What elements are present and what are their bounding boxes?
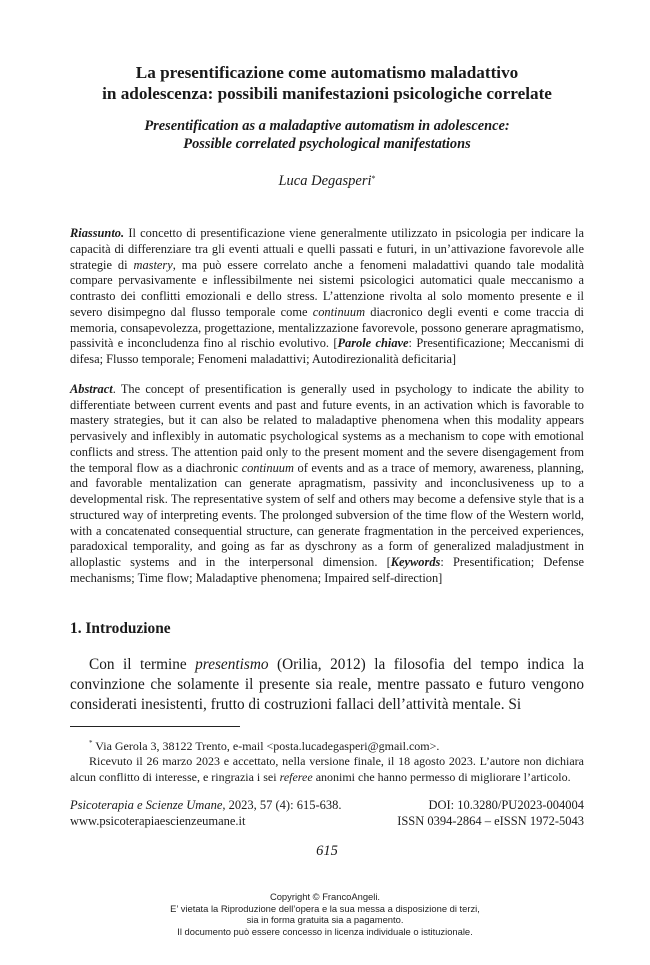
riassunto-paragraph	[70, 226, 584, 368]
footnote-divider	[70, 726, 240, 727]
article-title	[70, 62, 584, 104]
copyright-line-1: Copyright © FrancoAngeli.	[269, 891, 381, 902]
footnote-received-text-2: anonimi che hanno permesso di migliorare l’articolo.	[312, 769, 571, 784]
title-line-2: in adolescenza: possibili manifestazioni psicologiche correlate	[102, 84, 552, 103]
title-line-1: La presentificazione come automatismo maladattivo	[135, 63, 519, 82]
riassunto-text-2: , ma può essere correlato anche a fenomeni maladattivi quando tale modalità compare pervasivamente e inflessibilmente nei sistemi psicologici automatici quale meccanismo a contrasto dei conflitti emozionali e dello stress. L’attenzione rivolta al solo momento presente e il severo disimpegno dal flusso temporale come	[70, 257, 584, 319]
intro-text-2: (Orilia, 2012) la filosofia del tempo indica la convinzione che solamente il presente sia reale, mentre passato e futuro vengono considerati inesistenti, frutto di costruzioni fallaci dell’attività mentale. Si	[70, 655, 584, 713]
journal-citation-rest: , 2023, 57 (4): 615-638.	[222, 798, 342, 812]
article-subtitle	[70, 117, 584, 153]
copyright-line-2: E’ vietata la Riproduzione dell’opera e la sua messa a disposizione di terzi,	[170, 902, 480, 914]
intro-text-1: Con il termine	[89, 655, 196, 673]
footnote-received-text-1: Ricevuto il 26 marzo 2023 e accettato, nella versione finale, il 18 agosto 2023. L’autore non dichiara alcun conflitto di interesse, e ringrazia i sei	[70, 754, 584, 784]
journal-row-2	[70, 814, 584, 830]
copyright-line-4: Il documento può essere concesso in licenza individuale o istituzionale.	[177, 925, 473, 937]
copyright-notice	[0, 891, 650, 937]
riassunto-text-1: Il concetto di presentificazione viene generalmente utilizzato in psicologia per indicare la capacità di differenziare tra gli eventi attuali e quelli passati e futuri, in un’attivazione favorevole alle strategie di	[70, 226, 584, 272]
intro-paragraph	[70, 655, 584, 715]
parole-chiave-label: Parole chiave	[337, 336, 409, 351]
page-number: 615	[316, 843, 338, 860]
subtitle-line-1: Presentification as a maladaptive automatism in adolescence:	[144, 118, 510, 134]
footnote-address	[70, 736, 584, 755]
journal-name: Psicoterapia e Scienze Umane	[70, 798, 223, 812]
journal-doi: DOI: 10.3280/PU2023-004004	[428, 798, 584, 812]
riassunto-continuum: continuum	[312, 304, 366, 319]
copyright-line-3: sia in forma gratuita sia a pagamento.	[246, 914, 404, 926]
abstract-keywords: : Presentification; Defense mechanisms; Time flow; Maladaptive phenomena; Impaired self-direction]	[70, 555, 585, 585]
footnote-address-text: Via Gerola 3, 38122 Trento, e-mail <posta.lucadegasperi@gmail.com>.	[92, 738, 440, 753]
article-page	[70, 62, 584, 860]
author-footnote-mark: *	[371, 174, 376, 183]
abstract-label: Abstract	[70, 381, 113, 396]
footnote-received	[70, 754, 584, 785]
abstract-text-1: . The concept of presentification is generally used in psychology to indicate the ability to differentiate between current events and past and future events, in an activation which is favorable to mastery strategies, but it can also be related to maladaptive phenomena when this modality appears pervasively and inflexibly in automatic psychological systems as a mechanism to cope with emotional conflicts and stress. The attention paid only to the present moment and the severe disengagement from the temporal flow as a diachronic	[70, 381, 584, 475]
subtitle-line-2: Possible correlated psychological manifestations	[183, 136, 471, 152]
author-line	[70, 172, 584, 190]
abstract-text-2: of events and as a trace of memory, awareness, planning, and favorable mentalization can generate apragmatism, passivity and inconclusiveness up to a developmental risk. The representative system of self and others may become a defensive style that is a structured way of interpreting events. The prolonged subversion of the time flow of the Western world, with a concatenated consequential structure, can generate fragmentation in the perceived experiences, paradoxical temporality, and going as far as dyschrony as a form of generalized maladjustment in alloplastic systems and in the interpersonal dimension. [	[70, 460, 585, 569]
journal-info	[70, 798, 584, 829]
keywords-label: Keywords	[390, 555, 441, 569]
author-name: Luca Degasperi	[278, 173, 372, 189]
abstract-paragraph	[70, 382, 584, 587]
riassunto-keywords: : Presentificazione; Meccanismi di difesa; Flusso temporale; Fenomeni maladattivi; Autodirezionalità deficitaria]	[70, 336, 584, 366]
section-heading-introduzione: 1. Introduzione	[70, 619, 171, 637]
intro-presentismo: presentismo	[195, 655, 269, 673]
abstract-continuum: continuum	[241, 460, 294, 475]
footnote-referee: referee	[279, 769, 313, 784]
journal-row-1	[70, 798, 584, 814]
footnote-mark: *	[89, 738, 93, 747]
riassunto-text-3: diacronico degli eventi e come traccia di memoria, consapevolezza, progettazione, mentalizzazione favorevole, possono generare apragmatismo, passività e inconcludenza fino al rischio evolutivo. [	[70, 304, 584, 351]
riassunto-mastery: mastery	[133, 257, 173, 272]
journal-website: www.psicoterapiaescienzeumane.it	[70, 813, 246, 828]
journal-issn: ISSN 0394-2864 – eISSN 1972-5043	[397, 813, 584, 828]
journal-citation	[70, 798, 341, 814]
riassunto-label: Riassunto.	[70, 226, 125, 240]
